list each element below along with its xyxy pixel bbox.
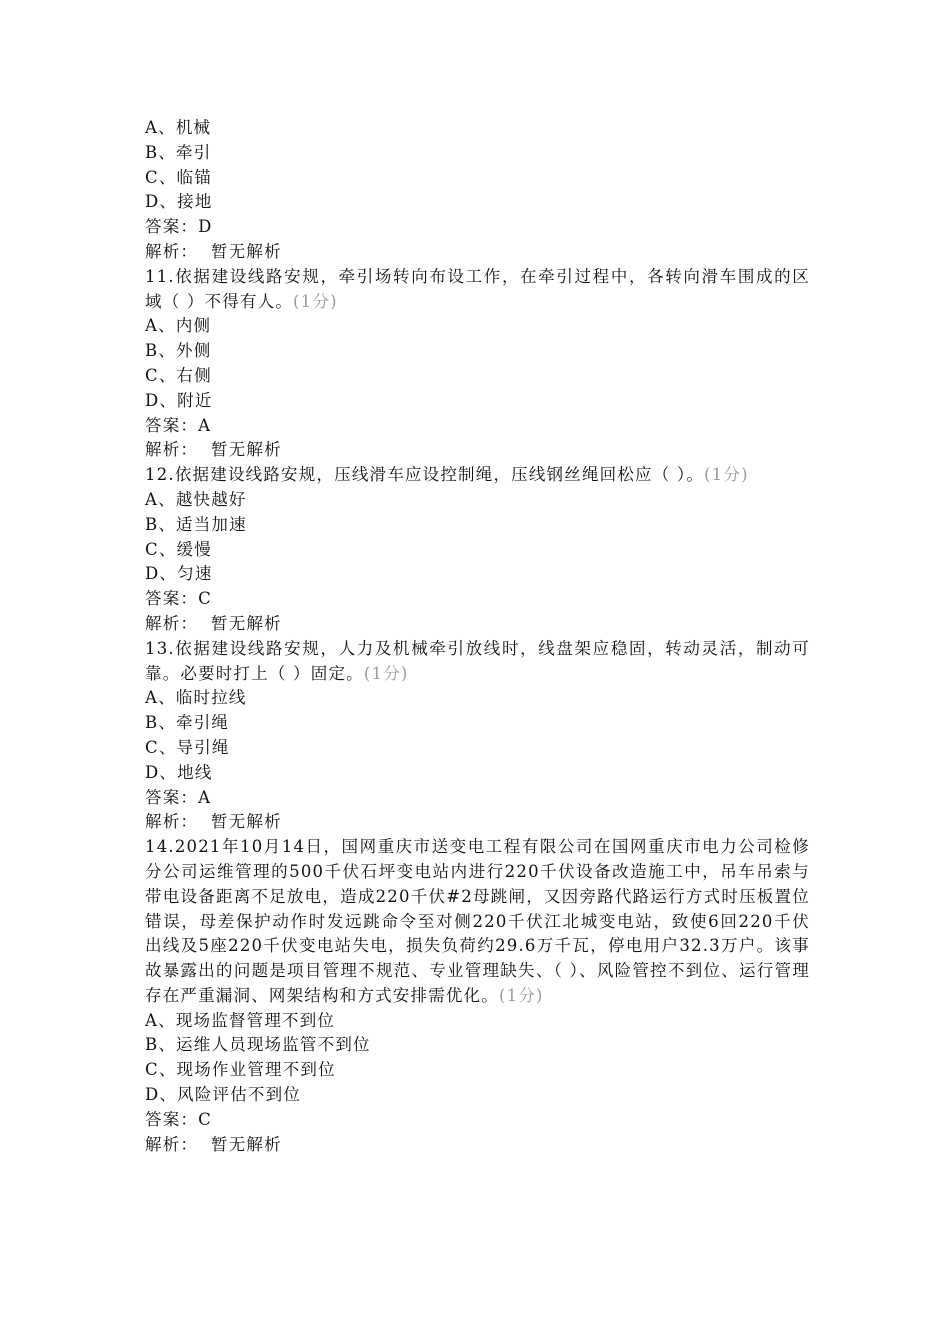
question-stem bbox=[145, 463, 810, 488]
option-d: D、地线 bbox=[145, 762, 213, 782]
option-b: B、运维人员现场监管不到位 bbox=[145, 1035, 371, 1055]
option-b: B、外侧 bbox=[145, 341, 212, 361]
analysis: 解析： 暂无解析 bbox=[145, 241, 282, 261]
option-a: A、机械 bbox=[145, 118, 212, 137]
question-13 bbox=[145, 637, 810, 835]
analysis: 解析： 暂无解析 bbox=[145, 613, 282, 633]
document-page bbox=[145, 116, 810, 1157]
analysis: 解析： 暂无解析 bbox=[145, 812, 282, 832]
question-stem bbox=[145, 637, 810, 687]
answer: 答案：A bbox=[145, 415, 212, 435]
question-stem bbox=[145, 265, 810, 315]
option-c: C、导引绳 bbox=[145, 737, 230, 757]
question-score: (1分) bbox=[704, 465, 749, 485]
option-a: A、临时拉线 bbox=[145, 688, 247, 708]
answer: 答案：C bbox=[145, 1109, 212, 1129]
question-14 bbox=[145, 835, 810, 1157]
option-a: A、越快越好 bbox=[145, 489, 247, 509]
option-d: D、接地 bbox=[145, 192, 213, 212]
option-b: B、牵引 bbox=[145, 142, 212, 162]
question-text: 14.2021年10月14日，国网重庆市送变电工程有限公司在国网重庆市电力公司检修分公司运维管理的500千伏石坪变电站内进行220千伏设备改造施工中，吊车吊索与带电设备距离不足放电，造成220千伏#2母跳闸，又因旁路代路运行方式时压板置位错误，母差保护动作时发远跳命令至对侧220千伏江北城变电站，致使6回220千伏出线及5座220千伏变电站失电，损失负荷约29.6万千瓦，停电用户32.3万户。该事故暴露出的问题是项目管理不规范、专业管理缺失、（ ）、风险管控不到位、运行管理存在严重漏洞、网架结构和方式安排需优化。 bbox=[145, 837, 810, 1005]
option-c: C、临锚 bbox=[145, 167, 212, 187]
answer: 答案：A bbox=[145, 787, 212, 807]
option-c: C、现场作业管理不到位 bbox=[145, 1060, 336, 1080]
prev-question-block bbox=[145, 116, 810, 265]
option-d: D、风险评估不到位 bbox=[145, 1085, 302, 1105]
question-stem bbox=[145, 835, 810, 1009]
question-score: (1分) bbox=[363, 663, 409, 683]
question-11 bbox=[145, 265, 810, 463]
question-text: 11.依据建设线路安规，牵引场转向布设工作，在牵引过程中，各转向滑车围成的区域（ ）不得有人。 bbox=[145, 266, 810, 311]
question-text: 13.依据建设线路安规，人力及机械牵引放线时，线盘架应稳固，转动灵活，制动可靠。必要时打上（ ）固定。 bbox=[145, 638, 810, 683]
option-c: C、右侧 bbox=[145, 365, 212, 385]
analysis: 解析： 暂无解析 bbox=[145, 1134, 282, 1154]
answer: 答案：C bbox=[145, 589, 212, 609]
option-b: B、牵引绳 bbox=[145, 713, 230, 733]
answer: 答案：D bbox=[145, 217, 213, 237]
analysis: 解析： 暂无解析 bbox=[145, 440, 282, 460]
question-score: (1分) bbox=[293, 291, 338, 311]
question-score: (1分) bbox=[499, 985, 544, 1005]
option-d: D、附近 bbox=[145, 390, 213, 410]
question-text: 12.依据建设线路安规，压线滑车应设控制绳，压线钢丝绳回松应（ ）。 bbox=[145, 465, 705, 485]
option-d: D、匀速 bbox=[145, 564, 213, 584]
option-a: A、现场监督管理不到位 bbox=[145, 1010, 336, 1030]
option-c: C、缓慢 bbox=[145, 539, 212, 559]
question-12 bbox=[145, 463, 810, 637]
option-b: B、适当加速 bbox=[145, 514, 247, 534]
option-a: A、内侧 bbox=[145, 316, 212, 336]
